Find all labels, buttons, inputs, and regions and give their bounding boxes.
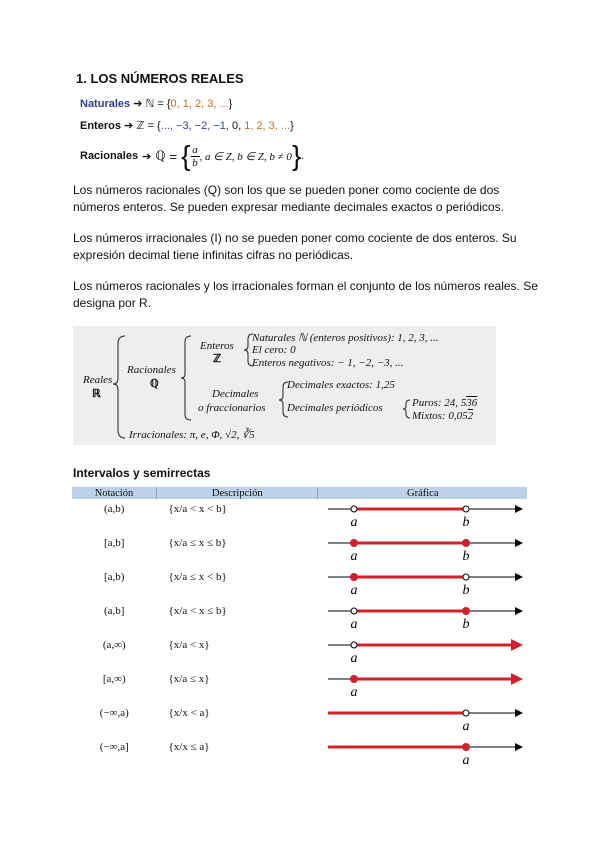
interval-graph (318, 635, 527, 665)
table-row (72, 669, 527, 703)
interval-graph (318, 669, 527, 699)
tree-mixtos: Mixtos: 0,052 (412, 410, 474, 422)
closed-endpoint (350, 573, 358, 581)
axis-arrow-icon (515, 709, 523, 717)
tree-reales-symbol: ℝ (92, 388, 101, 400)
graph-cell (318, 703, 527, 737)
arrow-icon: ➔ (133, 98, 143, 110)
notation-cell: (a,b) (104, 503, 125, 515)
tree-racionales: Racionales (127, 364, 176, 376)
endpoint-label: b (462, 515, 470, 529)
ray-arrow-icon (511, 673, 523, 685)
endpoint-label: a (462, 753, 470, 767)
racionales-end: . (301, 150, 305, 162)
tree-racionales-symbol: ℚ (150, 378, 159, 390)
tree-puros: Puros: 24, 536 (412, 397, 478, 409)
enteros-symbol: ℤ (136, 120, 145, 132)
table-row (72, 703, 527, 737)
paragraph-racionales: Los números racionales (Q) son los que se pueden poner como cociente de dos números enteros. Se pueden expresar mediante decimales exactos o periódicos. (73, 183, 504, 214)
ray-arrow-icon (511, 639, 523, 651)
enteros-zero: 0, (228, 120, 242, 132)
enteros-eq: = { (147, 120, 161, 132)
notation-cell: (a,∞) (102, 639, 126, 651)
interval-graph (318, 567, 527, 597)
tree-mixtos-repetend: 2 (467, 410, 474, 422)
set-enteros (80, 119, 294, 132)
interval-graph (318, 499, 527, 529)
tree-fraccionarios: o fraccionarios (198, 402, 266, 414)
naturales-label: Naturales (80, 98, 131, 110)
paragraph-irracionales: Los números irracionales (I) no se pueden poner como cociente de dos enteros. Su expresión decimal tiene infinitas cifras no periódicas. (73, 231, 517, 262)
description-cell: {x/a ≤ x < b} (168, 571, 227, 583)
notation-cell: (a,b] (104, 605, 125, 617)
interval-graph (318, 737, 527, 767)
closed-endpoint (350, 539, 358, 547)
interval-graph (318, 601, 527, 631)
header-description: Descripción (156, 487, 318, 499)
header-notation: Notación (72, 487, 156, 499)
tree-enteros: Enteros (200, 340, 234, 352)
set-racionales (80, 142, 304, 170)
fraction (191, 144, 200, 169)
description-cell: {x/a ≤ x} (168, 673, 210, 685)
graph-cell (318, 669, 527, 703)
graph-cell (318, 737, 527, 771)
paragraph-reales: Los números racionales y los irracionales forman el conjunto de los números reales. Se designa por R. (73, 279, 538, 310)
endpoint-label: a (462, 719, 470, 733)
open-endpoint (351, 642, 357, 648)
fraction-numerator: a (192, 143, 198, 156)
tree-naturales: Naturales ℕ (enteros positivos): 1, 2, 3, ... (252, 332, 439, 344)
tree-negativos: Enteros negativos: − 1, −2, −3, ... (252, 357, 404, 369)
open-endpoint (463, 574, 469, 580)
endpoint-label: b (462, 617, 470, 631)
notation-cell: [a,∞) (102, 673, 126, 685)
classification-diagram (73, 326, 496, 445)
notation-cell: (−∞,a) (99, 707, 129, 719)
description-cell: {x/a < x ≤ b} (168, 605, 227, 617)
closed-endpoint (350, 675, 358, 683)
intervals-table (72, 487, 527, 771)
racionales-eq: = (169, 148, 178, 164)
brace-periodicos (403, 400, 410, 418)
graph-cell (318, 601, 527, 635)
description-cell: {x/x ≤ a} (168, 741, 210, 753)
header-graph: Gráfica (318, 487, 527, 499)
open-endpoint (463, 506, 469, 512)
notation-cell: [a,b) (104, 571, 125, 583)
tree-periodicos: Decimales periódicos (287, 402, 383, 414)
enteros-positives: 1, 2, 3, ... (241, 120, 291, 132)
endpoint-label: a (350, 685, 358, 699)
naturales-values: 0, 1, 2, 3, ... (170, 98, 229, 110)
open-endpoint (351, 608, 357, 614)
tree-irracionales: Irracionales: π, e, Φ, √2, ∛5 (129, 429, 255, 441)
endpoint-label: a (350, 651, 358, 665)
table-header (72, 487, 527, 499)
closed-endpoint (462, 743, 470, 751)
table-row (72, 601, 527, 635)
graph-cell (318, 533, 527, 567)
interval-graph (318, 703, 527, 733)
enteros-close: } (290, 120, 294, 132)
naturales-eq: = { (157, 98, 171, 110)
closed-endpoint (462, 607, 470, 615)
table-row (72, 499, 527, 533)
open-endpoint (463, 710, 469, 716)
naturales-close: } (228, 98, 233, 110)
axis-arrow-icon (515, 607, 523, 615)
endpoint-label: b (462, 549, 470, 563)
tree-decimales: Decimales (212, 388, 259, 400)
intervals-title: Intervalos y semirrectas (73, 466, 211, 480)
enteros-label: Enteros (80, 120, 121, 132)
endpoint-label: a (350, 617, 358, 631)
graph-cell (318, 567, 527, 601)
endpoint-label: b (462, 583, 470, 597)
axis-arrow-icon (515, 539, 523, 547)
table-row (72, 737, 527, 771)
tree-cero: El cero: 0 (252, 344, 296, 356)
graph-cell (318, 635, 527, 669)
fraction-denominator: b (192, 156, 198, 169)
closed-endpoint (462, 539, 470, 547)
description-cell: {x/a < x < b} (168, 503, 227, 515)
notation-cell: [a,b] (104, 537, 125, 549)
description-cell: {x/x < a} (168, 707, 210, 719)
endpoint-label: a (350, 583, 358, 597)
section-title: 1. LOS NÚMEROS REALES (76, 71, 244, 86)
naturales-symbol: ℕ (145, 98, 155, 110)
table-row (72, 567, 527, 601)
description-cell: {x/a ≤ x ≤ b} (168, 537, 227, 549)
tree-enteros-symbol: ℤ (213, 353, 222, 365)
left-brace-icon: { (181, 140, 191, 171)
table-row (72, 635, 527, 669)
racionales-label: Racionales (80, 150, 139, 162)
table-row (72, 533, 527, 567)
description-cell: {x/a < x} (168, 639, 210, 651)
notation-cell: (−∞,a] (99, 741, 129, 753)
right-brace-icon: } (291, 140, 302, 171)
axis-arrow-icon (515, 743, 523, 751)
tree-exactos: Decimales exactos: 1,25 (287, 379, 395, 391)
graph-cell (318, 499, 527, 533)
arrow-icon: ➔ (124, 120, 134, 132)
brace-racionales (181, 336, 191, 420)
open-endpoint (351, 506, 357, 512)
arrow-icon: ➔ (142, 150, 152, 163)
racionales-condition: , a ∈ Z, b ∈ Z, b ≠ 0 (199, 150, 292, 163)
brace-reales (113, 336, 125, 438)
axis-arrow-icon (515, 573, 523, 581)
enteros-negatives: ..., −3, −2, −1, (160, 120, 229, 132)
set-naturales (80, 97, 232, 110)
tree-puros-repetend: 36 (466, 397, 478, 409)
tree-reales: Reales (83, 374, 113, 386)
endpoint-label: a (350, 549, 358, 563)
endpoint-label: a (350, 515, 358, 529)
racionales-symbol: ℚ (155, 148, 166, 163)
axis-arrow-icon (515, 505, 523, 513)
interval-graph (318, 533, 527, 563)
